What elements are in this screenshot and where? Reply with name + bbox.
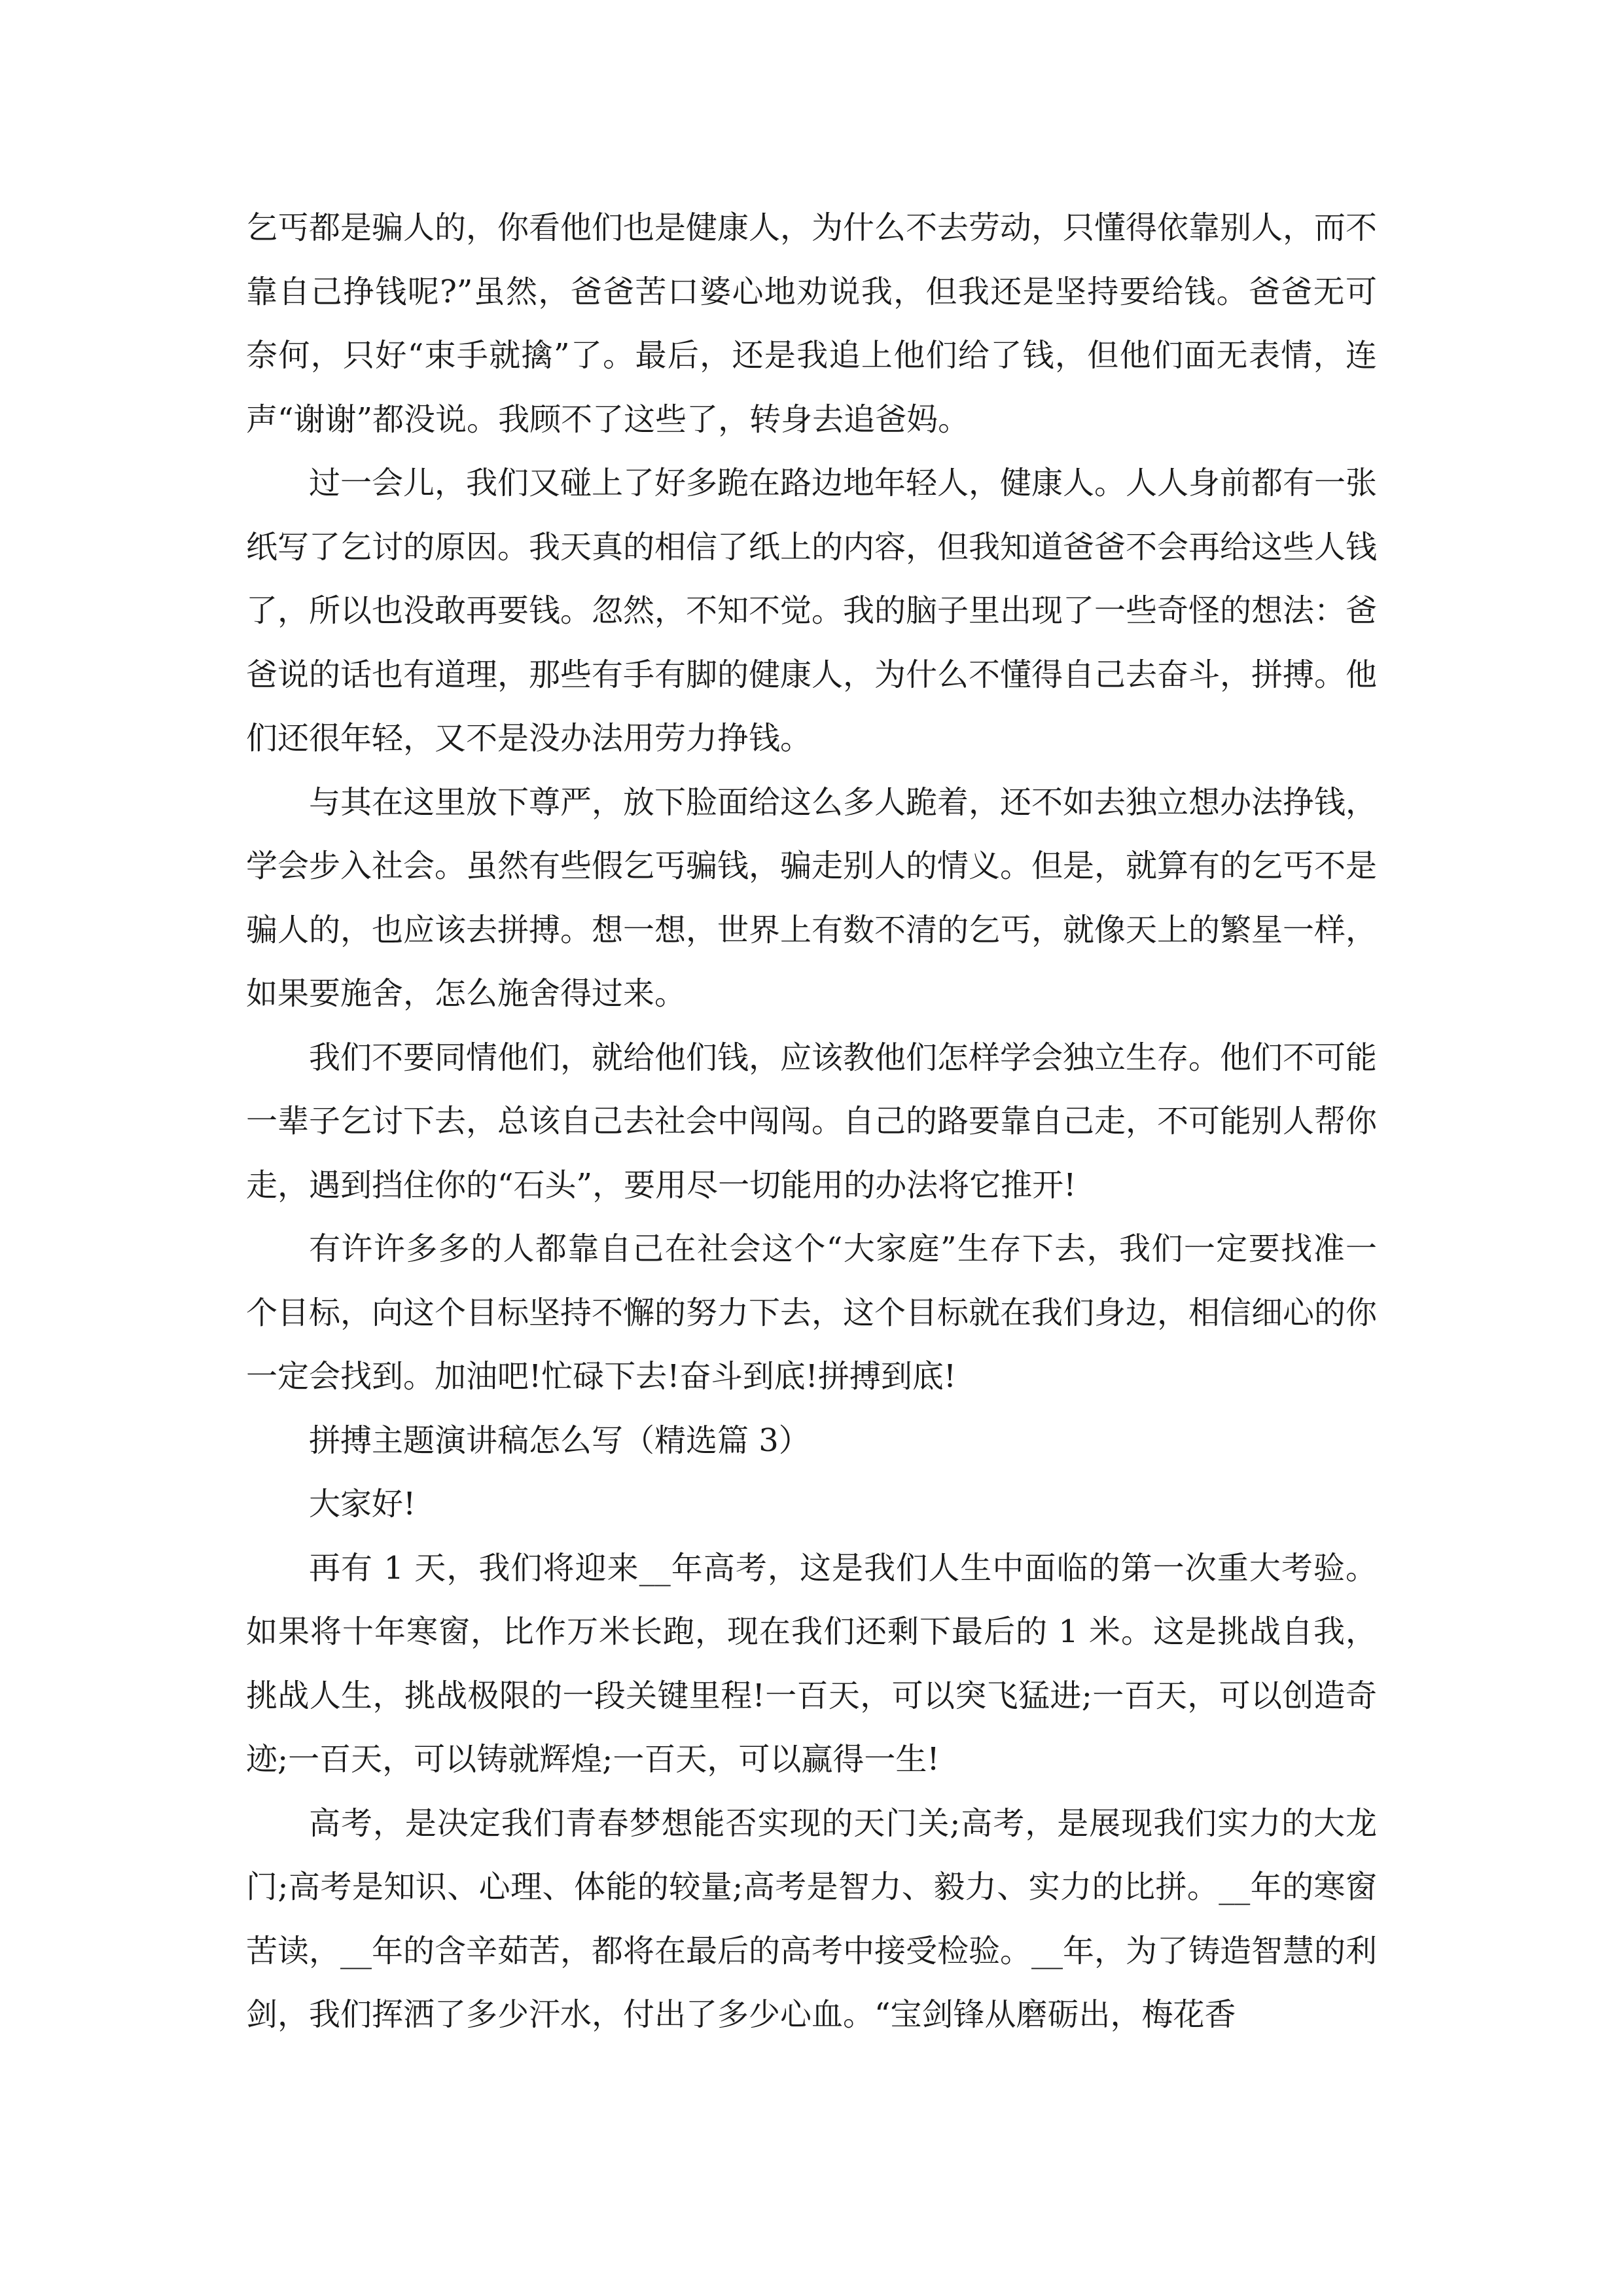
paragraph-6: 再有 1 天，我们将迎来__年高考，这是我们人生中面临的第一次重大考验。如果将十年寒窗，比作万米长跑，现在我们还剩下最后的 1 米。这是挑战自我，挑战人生，挑战极限的一段关键里程!一百天，可以突飞猛进;一百天，可以创造奇迹;一百天，可以铸就辉煌;一百天，可以赢得一生! bbox=[246, 1549, 1377, 1778]
paragraph-7: 高考，是决定我们青春梦想能否实现的天门关;高考，是展现我们实力的大龙门;高考是知识、心理、体能的较量;高考是智力、毅力、实力的比拼。__年的寒窗苦读，__年的含辛茹苦，都将在最后的高考中接受检验。__年，为了铸造智慧的利剑，我们挥洒了多少汗水，付出了多少心血。“宝剑锋从磨砺出，梅花香 bbox=[246, 1804, 1378, 2033]
paragraph-1: 乞丐都是骗人的，你看他们也是健康人，为什么不去劳动，只懂得依靠别人，而不靠自己挣钱呢?”虽然，爸爸苦口婆心地劝说我，但我还是坚持要给钱。爸爸无可奈何，只好“束手就擒”了。最后，还是我追上他们给了钱，但他们面无表情，连声“谢谢”都没说。我顾不了这些了，转身去追爸妈。 bbox=[246, 209, 1378, 438]
paragraph-4: 我们不要同情他们，就给他们钱，应该教他们怎样学会独立生存。他们不可能一辈子乞讨下去，总该自己去社会中闯闯。自己的路要靠自己走，不可能别人帮你走，遇到挡住你的“石头”，要用尽一切能用的办法将它推开! bbox=[246, 1039, 1378, 1204]
paragraph-2: 过一会儿，我们又碰上了好多跪在路边地年轻人，健康人。人人身前都有一张纸写了乞讨的原因。我天真的相信了纸上的内容，但我知道爸爸不会再给这些人钱了，所以也没敢再要钱。忽然，不知不觉。我的脑子里出现了一些奇怪的想法：爸爸说的话也有道理，那些有手有脚的健康人，为什么不懂得自己去奋斗，拼搏。他们还很年轻，又不是没办法用劳力挣钱。 bbox=[246, 465, 1378, 757]
document-body bbox=[246, 196, 1377, 2047]
paragraph-5: 有许许多多的人都靠自己在社会这个“大家庭”生存下去，我们一定要找准一个目标，向这个目标坚持不懈的努力下去，这个目标就在我们身边，相信细心的你一定会找到。加油吧!忙碌下去!奋斗到底!拼搏到底! bbox=[246, 1230, 1378, 1395]
greeting: 大家好! bbox=[309, 1486, 416, 1522]
section-heading: 拼搏主题演讲稿怎么写（精选篇 3） bbox=[309, 1422, 810, 1459]
paragraph-3: 与其在这里放下尊严，放下脸面给这么多人跪着，还不如去独立想办法挣钱，学会步入社会。虽然有些假乞丐骗钱，骗走别人的情义。但是，就算有的乞丐不是骗人的，也应该去拼搏。想一想，世界上有数不清的乞丐，就像天上的繁星一样，如果要施舍，怎么施舍得过来。 bbox=[246, 783, 1378, 1012]
